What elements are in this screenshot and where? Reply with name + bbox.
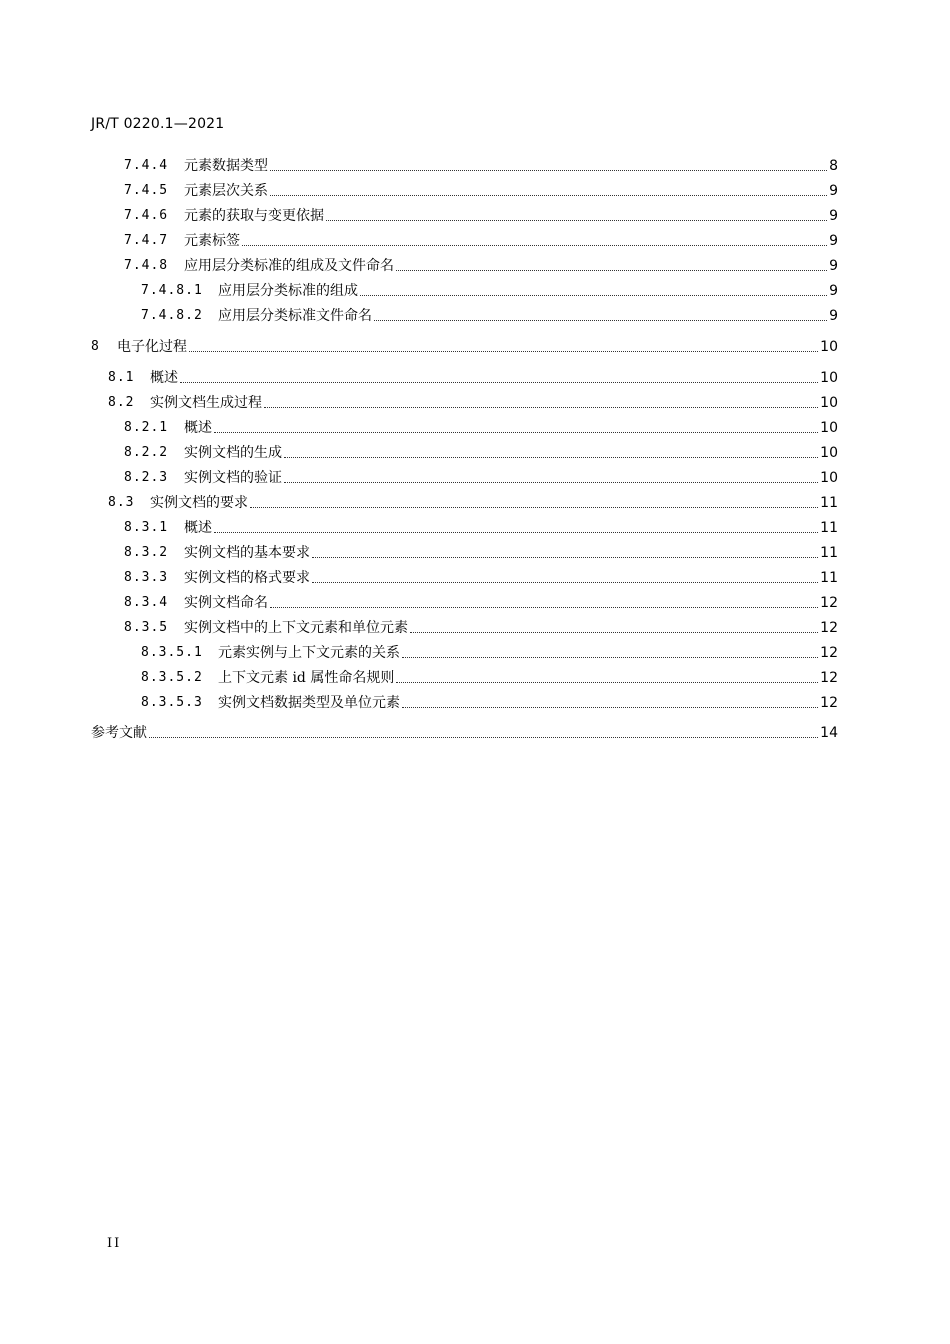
toc-entry-title: 应用层分类标准的组成及文件命名 (184, 258, 394, 274)
toc-entry-number: 8.2.1 (124, 420, 169, 435)
toc-dot-leader (360, 295, 827, 296)
toc-entry[interactable] (141, 280, 838, 302)
toc-entry-number: 8.3 (108, 495, 135, 510)
toc-entry[interactable] (124, 417, 838, 439)
toc-dot-leader (214, 532, 818, 533)
toc-dot-leader (284, 457, 818, 458)
toc-entry-page: 12 (820, 695, 838, 711)
toc-entry-number: 8.1 (108, 370, 135, 385)
toc-entry-title: 实例文档命名 (184, 595, 268, 611)
toc-entry-page: 9 (829, 308, 838, 324)
toc-dot-leader (242, 245, 827, 246)
toc-entry-title: 应用层分类标准文件命名 (218, 308, 372, 324)
toc-entry[interactable] (124, 517, 838, 539)
toc-entry-page: 11 (820, 520, 838, 536)
toc-dot-leader (312, 582, 818, 583)
toc-entry-number: 8 (91, 339, 100, 354)
toc-dot-leader (410, 632, 818, 633)
toc-entry-title: 电子化过程 (117, 339, 187, 355)
toc-entry[interactable] (124, 617, 838, 639)
toc-entry-page: 11 (820, 545, 838, 561)
toc-dot-leader (312, 557, 818, 558)
toc-entry-number: 8.3.5 (124, 620, 169, 635)
toc-entry-page: 14 (820, 725, 838, 741)
toc-entry[interactable] (124, 467, 838, 489)
toc-entry-page: 10 (820, 370, 838, 386)
toc-dot-leader (270, 195, 827, 196)
toc-entry-page: 9 (829, 208, 838, 224)
toc-entry-title: 元素实例与上下文元素的关系 (218, 645, 400, 661)
toc-entry-title: 元素标签 (184, 233, 240, 249)
toc-entry-number: 8.3.5.3 (141, 695, 203, 710)
toc-entry-title: 上下文元素 id 属性命名规则 (218, 670, 395, 686)
toc-entry[interactable] (124, 442, 838, 464)
toc-entry-number: 7.4.8 (124, 258, 169, 273)
toc-dot-leader (214, 432, 818, 433)
toc-entry-page: 9 (829, 183, 838, 199)
page-number-footer: II (107, 1236, 122, 1251)
toc-entry-number: 8.2.2 (124, 445, 169, 460)
toc-entry-page: 12 (820, 670, 838, 686)
toc-entry-number: 8.3.5.2 (141, 670, 203, 685)
toc-entry-title: 实例文档的生成 (184, 445, 282, 461)
toc-entry-title: 元素数据类型 (184, 158, 268, 174)
toc-entry-title: 实例文档的格式要求 (184, 570, 310, 586)
toc-dot-leader (396, 682, 818, 683)
toc-dot-leader (270, 170, 827, 171)
toc-entry[interactable] (124, 592, 838, 614)
toc-entry-number: 7.4.6 (124, 208, 169, 223)
toc-dot-leader (402, 657, 818, 658)
toc-entry[interactable] (108, 367, 838, 389)
toc-entry-title: 应用层分类标准的组成 (218, 283, 358, 299)
toc-dot-leader (180, 382, 818, 383)
toc-entry-number: 8.2 (108, 395, 135, 410)
document-code-header: JR/T 0220.1—2021 (91, 116, 225, 132)
toc-entry[interactable] (141, 692, 838, 714)
toc-entry-title: 概述 (150, 370, 178, 386)
toc-entry-title: 实例文档的基本要求 (184, 545, 310, 561)
toc-entry-number: 8.3.4 (124, 595, 169, 610)
toc-entry[interactable] (124, 255, 838, 277)
toc-entry[interactable] (124, 205, 838, 227)
toc-dot-leader (264, 407, 818, 408)
toc-entry[interactable] (108, 492, 838, 514)
toc-entry-page: 10 (820, 445, 838, 461)
toc-entry-number: 7.4.8.1 (141, 283, 203, 298)
toc-entry-number: 7.4.4 (124, 158, 169, 173)
toc-entry-page: 9 (829, 283, 838, 299)
toc-dot-leader (374, 320, 827, 321)
toc-entry[interactable] (124, 230, 838, 252)
toc-entry-page: 12 (820, 620, 838, 636)
toc-dot-leader (402, 707, 818, 708)
toc-entry-title: 实例文档数据类型及单位元素 (218, 695, 400, 711)
toc-entry-page: 11 (820, 570, 838, 586)
toc-entry-page: 10 (820, 395, 838, 411)
toc-entry-page: 12 (820, 595, 838, 611)
toc-entry-page: 10 (820, 470, 838, 486)
toc-entry-number: 7.4.5 (124, 183, 169, 198)
toc-entry-title: 参考文献 (91, 725, 147, 741)
toc-entry-number: 8.2.3 (124, 470, 169, 485)
toc-entry-title: 概述 (184, 420, 212, 436)
toc-dot-leader (284, 482, 818, 483)
toc-entry[interactable] (141, 667, 838, 689)
toc-entry-page: 11 (820, 495, 838, 511)
toc-entry-title: 实例文档生成过程 (150, 395, 262, 411)
toc-entry[interactable] (141, 642, 838, 664)
toc-entry-title: 实例文档的验证 (184, 470, 282, 486)
toc-dot-leader (396, 270, 827, 271)
toc-entry-number: 8.3.1 (124, 520, 169, 535)
toc-entry-number: 8.3.2 (124, 545, 169, 560)
toc-dot-leader (250, 507, 818, 508)
toc-entry[interactable] (91, 336, 838, 358)
toc-dot-leader (270, 607, 818, 608)
toc-entry[interactable] (124, 155, 838, 177)
toc-entry-title: 元素层次关系 (184, 183, 268, 199)
toc-entry-page: 9 (829, 258, 838, 274)
toc-dot-leader (149, 737, 818, 738)
toc-entry-title: 概述 (184, 520, 212, 536)
toc-entry-page: 12 (820, 645, 838, 661)
toc-entry[interactable] (141, 305, 838, 327)
toc-entry[interactable] (124, 567, 838, 589)
toc-entry-number: 8.3.5.1 (141, 645, 203, 660)
toc-entry-title: 元素的获取与变更依据 (184, 208, 324, 224)
toc-entry[interactable] (124, 542, 838, 564)
toc-entry-page: 10 (820, 420, 838, 436)
toc-entry[interactable] (124, 180, 838, 202)
toc-entry-page: 9 (829, 233, 838, 249)
toc-entry-number: 7.4.7 (124, 233, 169, 248)
toc-entry[interactable] (91, 722, 838, 744)
toc-entry-title: 实例文档的要求 (150, 495, 248, 511)
toc-entry-page: 10 (820, 339, 838, 355)
toc-entry-number: 7.4.8.2 (141, 308, 203, 323)
toc-entry-title: 实例文档中的上下文元素和单位元素 (184, 620, 408, 636)
toc-entry[interactable] (108, 392, 838, 414)
toc-dot-leader (189, 351, 818, 352)
toc-dot-leader (326, 220, 827, 221)
toc-entry-number: 8.3.3 (124, 570, 169, 585)
toc-entry-page: 8 (829, 158, 838, 174)
